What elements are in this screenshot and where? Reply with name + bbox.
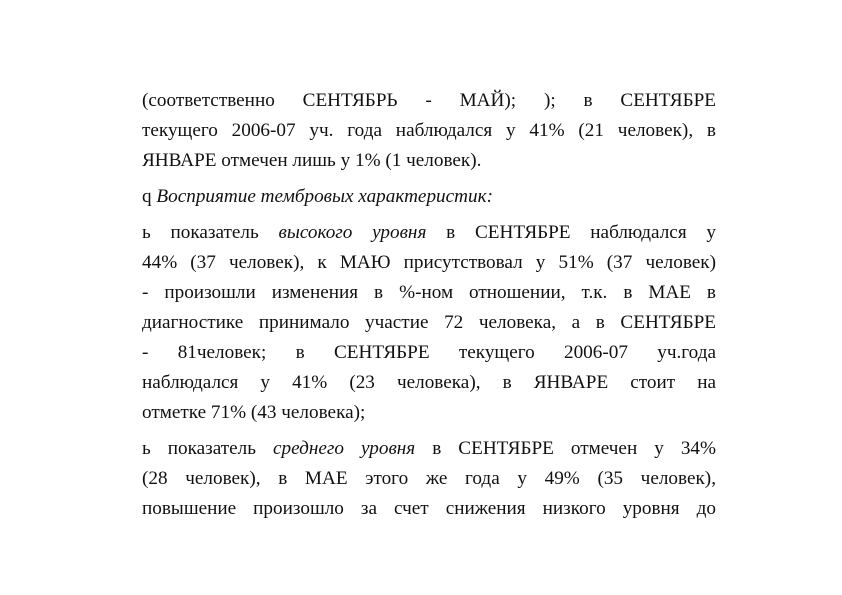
text-line <box>142 434 716 464</box>
text-line <box>142 368 716 398</box>
text-segment: в СЕНТЯБРЕ отмечен у 34% <box>415 438 716 459</box>
text-line <box>142 464 716 494</box>
text-line <box>142 146 716 176</box>
text-segment: текущего 2006-07 уч. года наблюдался у 41% (21 человек), в <box>142 120 716 141</box>
text-segment: ь показатель <box>142 438 274 459</box>
text-segment: - 81человек; в СЕНТЯБРЕ текущего 2006-07 уч.года <box>142 342 716 363</box>
text-line <box>142 308 716 338</box>
document-page <box>142 86 716 530</box>
text-segment: q <box>142 186 157 207</box>
text-segment: ь показатель <box>142 222 279 243</box>
text-segment: (соответственно СЕНТЯБРЬ - МАЙ); ); в СЕНТЯБРЕ <box>142 90 716 111</box>
text-segment: отметке 71% (43 человека); <box>142 402 366 423</box>
paragraph <box>142 434 716 524</box>
text-line <box>142 278 716 308</box>
text-segment: повышение произошло за счет снижения низкого уровня до <box>142 498 716 519</box>
italic-text-segment: высокого уровня <box>278 222 427 243</box>
text-line <box>142 494 716 524</box>
paragraph <box>142 86 716 176</box>
text-line <box>142 116 716 146</box>
text-line <box>142 398 716 428</box>
italic-text-segment: среднего уровня <box>273 438 416 459</box>
text-segment: 44% (37 человек), к МАЮ присутствовал у 51% (37 человек) <box>142 252 716 273</box>
paragraph <box>142 218 716 428</box>
text-segment: диагностике принимало участие 72 человека, а в СЕНТЯБРЕ <box>142 312 716 333</box>
text-segment: наблюдался у 41% (23 человека), в ЯНВАРЕ стоит на <box>142 372 716 393</box>
text-segment: в СЕНТЯБРЕ наблюдался у <box>426 222 717 243</box>
text-segment: - произошли изменения в %-ном отношении, т.к. в МАЕ в <box>142 282 716 303</box>
paragraph <box>142 182 716 212</box>
text-line <box>142 218 716 248</box>
italic-text-segment: Восприятие тембровых характеристик: <box>156 186 493 207</box>
text-line <box>142 86 716 116</box>
text-line <box>142 182 716 212</box>
text-segment: ЯНВАРЕ отмечен лишь у 1% (1 человек). <box>142 150 482 171</box>
text-segment: (28 человек), в МАЕ этого же года у 49% (35 человек), <box>142 468 716 489</box>
text-line <box>142 248 716 278</box>
text-line <box>142 338 716 368</box>
